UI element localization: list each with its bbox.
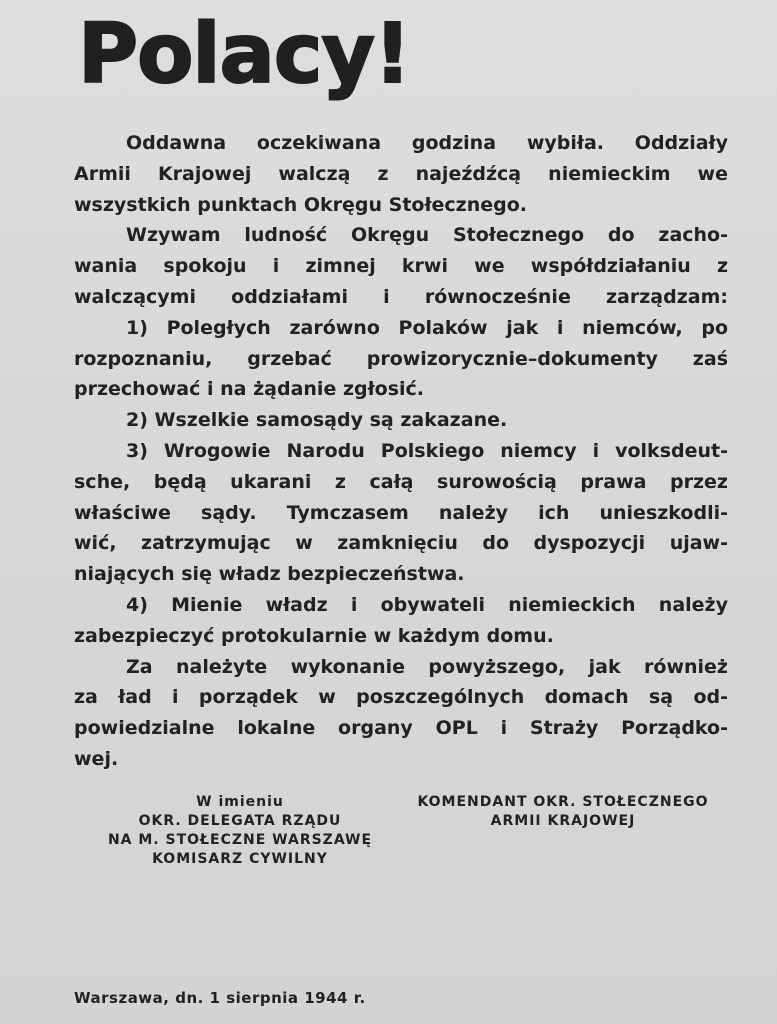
body-line-14: wić, zatrzymując w zamknięciu do dyspozycji ujaw-	[74, 532, 728, 555]
body-line-2: Armii Krajowej walczą z najeźdźcą niemieckim we	[74, 162, 728, 185]
signature-right-line-1: KOMENDANT OKR. STOŁECZNEGO	[417, 794, 709, 810]
body-line-10: 2) Wszelkie samosądy są zakazane.	[126, 409, 508, 432]
body-line-20: powiedzialne lokalne organy OPL i Straży Porządko-	[74, 717, 728, 740]
body-line-15: niających się władz bezpieczeństwa.	[74, 563, 465, 586]
signature-left-line-4: KOMISARZ CYWILNY	[152, 851, 328, 867]
body-line-1: Oddawna oczekiwana godzina wybiła. Oddziały	[126, 132, 728, 154]
body-line-16: 4) Mienie władz i obywateli niemieckich należy	[126, 593, 728, 616]
body-line-11: 3) Wrogowie Narodu Polskiego niemcy i volksdeut-	[126, 439, 728, 462]
signature-left-line-2: OKR. DELEGATA RZĄDU	[138, 813, 342, 829]
body-line-12: sche, będą ukarani z całą surowością prawa przez	[74, 470, 728, 493]
body-line-9: przechować i na żądanie zgłosić.	[74, 378, 425, 401]
body-line-18: Za należyte wykonanie powyższego, jak również	[126, 655, 728, 678]
body-line-17: zabezpieczyć protokularnie w każdym domu.	[74, 624, 554, 647]
date-line: Warszawa, dn. 1 sierpnia 1944 r.	[74, 989, 366, 1007]
body-line-7: 1) Poległych zarówno Polaków jak i niemców, po	[126, 316, 728, 339]
signature-left-line-3: NA M. STOŁECZNE WARSZAWĘ	[107, 832, 373, 848]
body-line-5: wania spokoju i zimnej krwi we współdziałaniu z	[74, 255, 728, 278]
signature-right-line-2: ARMII KRAJOWEJ	[490, 813, 636, 829]
body-line-3: wszystkich punktach Okręgu Stołecznego.	[74, 193, 527, 216]
body-line-21: wej.	[74, 747, 119, 770]
signature-left-line-1: W imieniu	[196, 794, 284, 810]
commander-signature	[396, 793, 730, 831]
body-line-8: rozpoznaniu, grzebać prowizorycznie–dokumenty zaś	[74, 347, 728, 370]
body-line-4: Wzywam ludność Okręgu Stołecznego do zacho-	[126, 224, 728, 247]
body-line-13: właściwe sądy. Tymczasem należy ich unieszkodli-	[74, 501, 728, 524]
civil-commissioner-signature	[80, 793, 400, 869]
proclamation-body	[74, 128, 728, 775]
body-line-19: za ład i porządek w poszczególnych domach są od-	[74, 686, 728, 709]
poster-title: Polacy!	[78, 7, 411, 102]
body-line-6: walczącymi oddziałami i równocześnie zarządzam:	[74, 285, 728, 308]
